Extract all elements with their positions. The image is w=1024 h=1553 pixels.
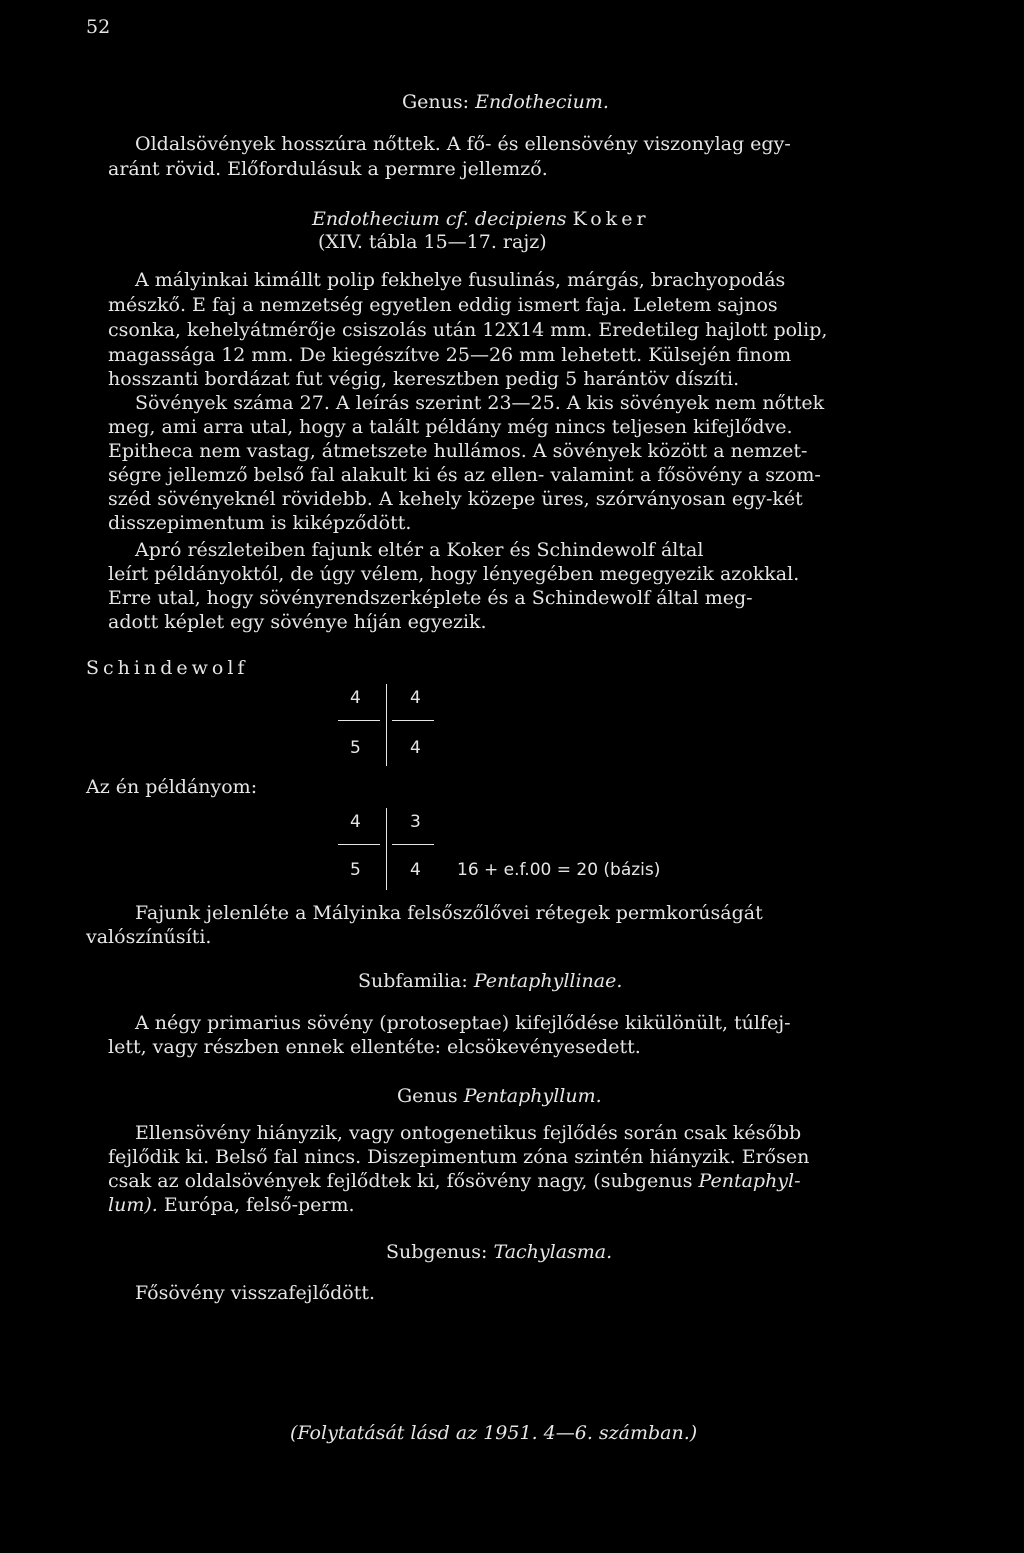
genus-name: Endothecium.	[475, 91, 609, 113]
formula-cell: 4	[350, 812, 361, 832]
formula-divider	[338, 844, 380, 845]
my-specimen-label: Az én példányom:	[86, 776, 258, 798]
paragraph-line: Ellensövény hiányzik, vagy ontogenetikus fejlődés során csak később	[135, 1122, 802, 1144]
subfamilia-label: Subfamilia:	[358, 970, 468, 992]
paragraph-line: adott képlet egy sövénye híján egyezik.	[108, 611, 487, 633]
paragraph-line: lett, vagy részben ennek ellentéte: elcsökevényesedett.	[108, 1036, 641, 1058]
subgenus-heading	[386, 1240, 612, 1264]
species-author: Koker	[572, 208, 650, 230]
paragraph-line: A négy primarius sövény (protoseptae) kifejlődése kikülönült, túlfej-	[135, 1012, 791, 1034]
paragraph-line: Epitheca nem vastag, átmetszete hullámos. A sövények között a nemzet-	[108, 440, 808, 462]
paragraph-line: Erre utal, hogy sövényrendszerképlete és a Schindewolf által meg-	[108, 587, 753, 609]
paragraph-line: A mályinkai kimállt polip fekhelye fusulinás, márgás, brachyopodás	[135, 269, 786, 291]
paragraph-line: valószínűsíti.	[86, 926, 212, 948]
paragraph-line: disszepimentum is kiképződött.	[108, 512, 412, 534]
paragraph-line: Apró részleteiben fajunk eltér a Koker és Schindewolf által	[135, 539, 704, 561]
paragraph-line: Fősövény visszafejlődött.	[135, 1282, 376, 1304]
genus-label: Genus	[397, 1085, 458, 1107]
subfamilia-heading	[358, 969, 622, 993]
genus-heading	[402, 90, 609, 114]
formula-cell: 4	[410, 688, 421, 708]
genus-heading	[397, 1084, 602, 1108]
paragraph-line	[108, 1193, 355, 1217]
paragraph-italic: lum).	[108, 1194, 158, 1216]
schindewolf-label: Schindewolf	[86, 657, 249, 679]
species-heading	[312, 207, 650, 231]
paragraph-line	[108, 1169, 801, 1193]
paragraph-line: magassága 12 mm. De kiegészítve 25—26 mm lehetett. Külsején finom	[108, 344, 792, 366]
paragraph-line: csonka, kehelyátmérője csiszolás után 12X14 mm. Eredetileg hajlott polip,	[108, 319, 828, 341]
formula-cell: 5	[350, 738, 361, 758]
formula-cell: 4	[350, 688, 361, 708]
formula-sum: 16 + e.f.00 = 20 (bázis)	[457, 860, 661, 880]
formula-cell: 3	[410, 812, 421, 832]
paragraph-text: csak az oldalsövények fejlődtek ki, fősövény nagy, (subgenus	[108, 1170, 693, 1192]
paragraph-line: Oldalsövények hosszúra nőttek. A fő- és ellensövény viszonylag egy-	[135, 133, 791, 155]
formula-cell: 5	[350, 860, 361, 880]
formula-divider	[386, 808, 387, 890]
paragraph-line: Fajunk jelenléte a Mályinka felsőszőlővei rétegek permkorúságát	[135, 902, 763, 924]
continuation-note: (Folytatását lásd az 1951. 4—6. számban.)	[290, 1422, 698, 1444]
paragraph-line: Sövények száma 27. A leírás szerint 23—25. A kis sövények nem nőttek	[135, 392, 825, 414]
page-number: 52	[86, 16, 111, 38]
paragraph-italic: Pentaphyl-	[698, 1170, 801, 1192]
formula-cell: 4	[410, 738, 421, 758]
subgenus-label: Subgenus:	[386, 1241, 488, 1263]
subfamilia-name: Pentaphyllinae.	[473, 970, 623, 992]
formula-divider	[392, 720, 434, 721]
formula-cell: 4	[410, 860, 421, 880]
paragraph-text: Európa, felső-perm.	[163, 1194, 355, 1216]
formula-divider	[338, 720, 380, 721]
paragraph-line: mészkő. E faj a nemzetség egyetlen eddig ismert faja. Leletem sajnos	[108, 294, 778, 316]
paragraph-line: széd sövényeknél rövidebb. A kehely közepe üres, szórványosan egy-két	[108, 488, 803, 510]
genus-name: Pentaphyllum.	[463, 1085, 602, 1107]
paragraph-line: leírt példányoktól, de úgy vélem, hogy lényegében megegyezik azokkal.	[108, 563, 800, 585]
species-reference: (XIV. tábla 15—17. rajz)	[318, 231, 547, 253]
paragraph-line: hosszanti bordázat fut végig, keresztben pedig 5 harántöv díszíti.	[108, 368, 740, 390]
formula-divider	[386, 684, 387, 766]
paragraph-line: fejlődik ki. Belső fal nincs. Diszepimentum zóna szintén hiányzik. Erősen	[108, 1146, 810, 1168]
paragraph-line: aránt rövid. Előfordulásuk a permre jellemző.	[108, 158, 548, 180]
species-name: Endothecium cf. decipiens	[312, 208, 567, 230]
genus-label: Genus:	[402, 91, 470, 113]
subgenus-name: Tachylasma.	[493, 1241, 613, 1263]
paragraph-line: meg, ami arra utal, hogy a talált példány még nincs teljesen kifejlődve.	[108, 416, 793, 438]
paragraph-line: ségre jellemző belső fal alakult ki és az ellen- valamint a fősövény a szom-	[108, 464, 821, 486]
formula-divider	[392, 844, 434, 845]
